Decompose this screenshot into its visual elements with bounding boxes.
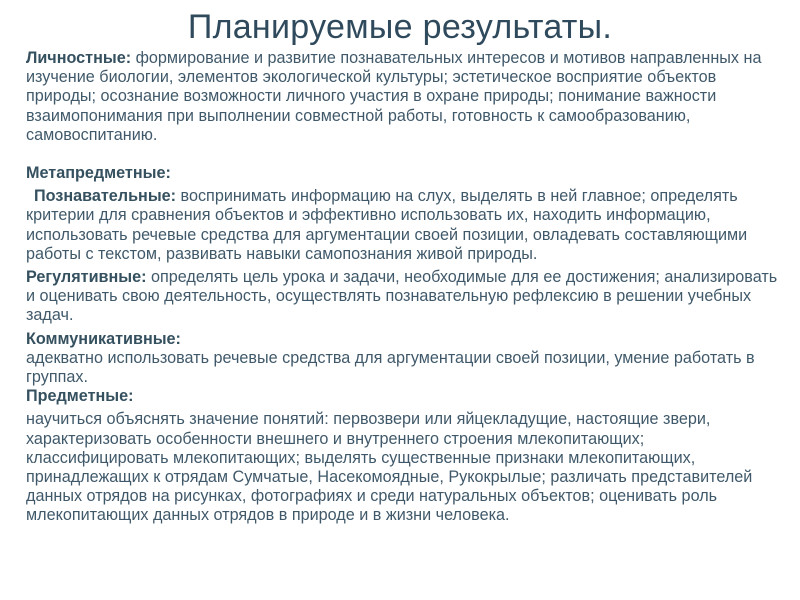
subject-text: научиться объяснять значение понятий: первозвери или яйцекладущие, настоящие звери, характеризовать особенности внешнего и внутреннего строения млекопитающих; классифицировать млекопитающих; выделять существенные признаки млекопитающих, принадлежащих к отрядам Сумчатые, Насекомоядные, Рукокрылые; различать представителей данных отрядов на рисунках, фотографиях и среди натуральных объектов; оценивать роль млекопитающих данных отрядов в природе и в жизни человека. xyxy=(26,410,753,525)
cognitive-label: Познавательные: xyxy=(34,187,177,206)
results-content xyxy=(26,49,786,526)
communicative-results xyxy=(26,330,786,388)
personal-results xyxy=(26,49,786,145)
cognitive-text: воспринимать информацию на слух, выделять в ней главное; определять критерии для сравнения объектов и эффективно использовать их, находить информацию, использовать речевые средства для аргументации своей позиции, овладевать составляющими работы с текстом, развивать навыки самопознания живой природы. xyxy=(26,187,748,263)
regulative-text: определять цель урока и задачи, необходимые для ее достижения; анализировать и оценивать свою деятельность, осуществлять познавательную рефлексию в решении учебных задач. xyxy=(26,268,778,325)
communicative-text: адекватно использовать речевые средства для аргументации своей позиции, умение работать в группах. xyxy=(26,348,755,387)
subject-results-heading xyxy=(26,387,786,406)
regulative-label: Регулятивные: xyxy=(26,268,147,287)
meta-results-heading xyxy=(26,164,786,183)
meta-label: Метапредметные: xyxy=(26,164,171,183)
subject-label: Предметные: xyxy=(26,387,134,406)
communicative-label: Коммуникативные: xyxy=(26,329,181,348)
regulative-results xyxy=(26,268,786,326)
subject-results xyxy=(26,410,786,525)
slide-title: Планируемые результаты. xyxy=(187,8,613,46)
personal-label: Личностные: xyxy=(26,49,132,67)
cognitive-results xyxy=(26,187,786,264)
personal-text: формирование и развитие познавательных интересов и мотивов направленных на изучение биологии, элементов экологической культуры; эстетическое восприятие объектов природы; осознание возможности личного участия в охране природы; понимание важности взаимопонимания при выполнении совместной работы, готовность к самообразованию, самовоспитанию. xyxy=(26,49,762,144)
